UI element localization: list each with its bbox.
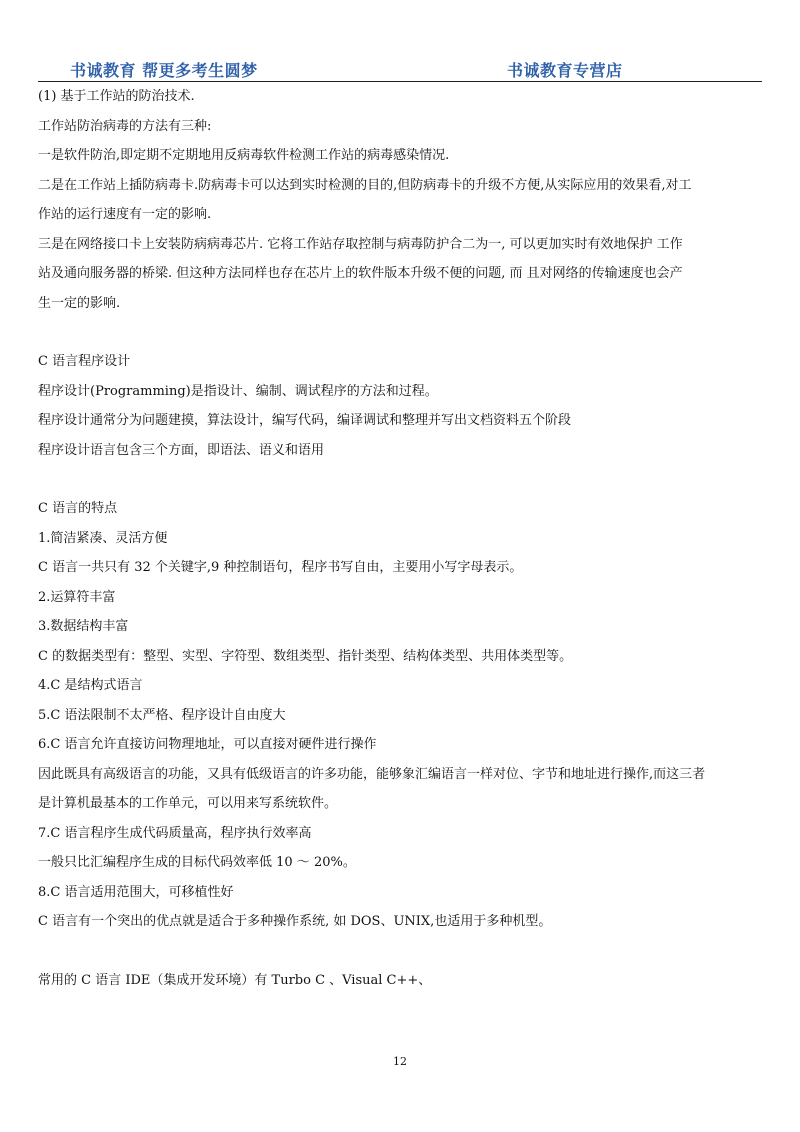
text-line: 因此既具有高级语言的功能，又具有低级语言的许多功能，能够象汇编语言一样对位、字节和地址进行操作,而这三者 <box>38 766 706 782</box>
header-divider <box>38 81 762 82</box>
text-line: 常用的 C 语言 IDE（集成开发环境）有 Turbo C 、Visual C++、 <box>38 972 432 988</box>
header-brand-slogan: 书诚教育 帮更多考生圆梦 <box>70 61 258 80</box>
text-line: C 语言有一个突出的优点就是适合于多种操作系统, 如 DOS、UNIX,也适用于多种机型。 <box>38 914 552 929</box>
text-line: 6.C 语言允许直接访问物理地址，可以直接对硬件进行操作 <box>38 737 377 752</box>
text-line: 三是在网络接口卡上安装防病病毒芯片. 它将工作站存取控制与病毒防护合二为一, 可以更加实时有效地保护 工作 <box>38 236 683 252</box>
text-line: 2.运算符丰富 <box>38 589 116 605</box>
text-line: 程序设计通常分为问题建摸，算法设计，编写代码，编译调试和整理并写出文档资料五个阶段 <box>38 413 572 428</box>
text-line: 程序设计(Programming)是指设计、编制、调试程序的方法和过程。 <box>38 383 438 399</box>
text-line: C 语言一共只有 32 个关键字,9 种控制语句，程序书写自由，主要用小写字母表示。 <box>38 560 523 575</box>
paragraph-gap <box>38 472 770 501</box>
text-line: 作站的运行速度有一定的影响. <box>38 207 212 222</box>
text-line: 程序设计语言包含三个方面，即语法、语义和语用 <box>38 442 325 458</box>
text-line: 是计算机最基本的工作单元，可以用来写系统软件。 <box>38 796 338 811</box>
header-store-name: 书诚教育专营店 <box>507 61 623 80</box>
document-body <box>38 89 770 1002</box>
text-line: C 的数据类型有：整型、实型、字符型、数组类型、指针类型、结构体类型、共用体类型等。 <box>38 648 573 664</box>
text-line: 8.C 语言适用范围大，可移植性好 <box>38 884 234 900</box>
text-line: 1.简洁紧凑、灵活方便 <box>38 530 168 546</box>
text-line: 工作站防治病毒的方法有三种: <box>38 118 212 134</box>
text-line: 站及通向服务器的桥梁. 但这种方法同样也存在芯片上的软件版本升级不便的问题, 而 且对网络的传输速度也会产 <box>38 266 683 281</box>
page-header <box>0 0 800 82</box>
paragraph-gap <box>38 325 770 354</box>
text-line: 生一定的影响. <box>38 295 121 311</box>
text-line: C 语言程序设计 <box>38 354 131 369</box>
text-line: 3.数据结构丰富 <box>38 619 129 634</box>
text-line: 5.C 语法限制不太严格、程序设计自由度大 <box>38 707 286 723</box>
text-line: 一是软件防治,即定期不定期地用反病毒软件检测工作站的病毒感染情况. <box>38 148 450 163</box>
paragraph-gap <box>38 944 770 973</box>
text-line: C 语言的特点 <box>38 501 118 516</box>
text-line: 一般只比汇编程序生成的目标代码效率低 10 ～ 20%。 <box>38 855 356 870</box>
text-line: 7.C 语言程序生成代码质量高，程序执行效率高 <box>38 825 312 841</box>
page-number: 12 <box>393 1055 407 1068</box>
text-line: 二是在工作站上插防病毒卡.防病毒卡可以达到实时检测的目的,但防病毒卡的升级不方便,从实际应用的效果看,对工 <box>38 177 692 193</box>
text-line: 4.C 是结构式语言 <box>38 678 143 693</box>
text-line: (1) 基于工作站的防治技术. <box>38 89 195 104</box>
